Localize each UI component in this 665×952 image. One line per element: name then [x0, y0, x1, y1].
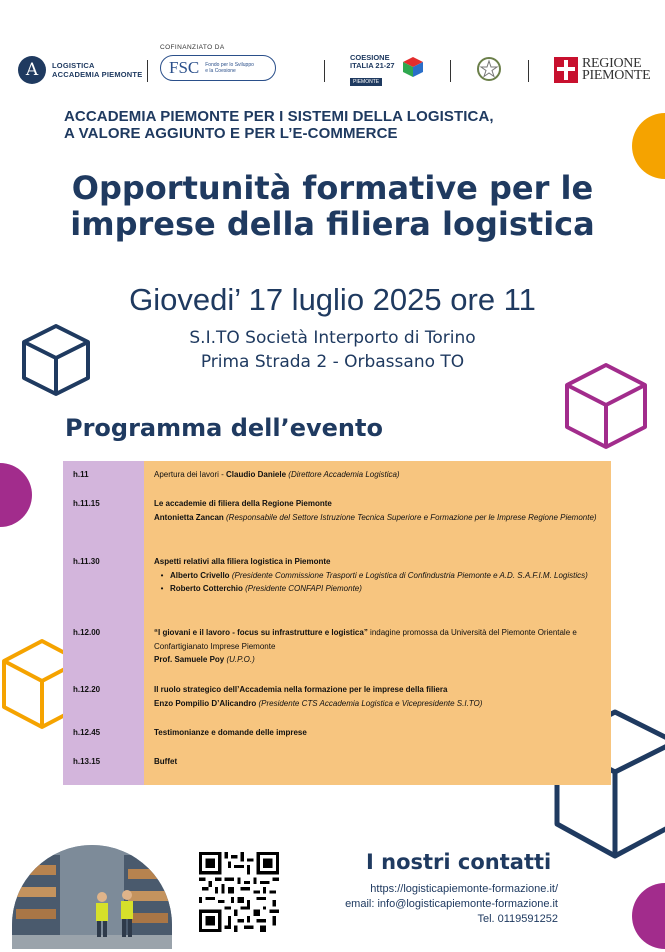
venue-name: S.I.TO Società Interporto di Torino	[189, 328, 476, 348]
program-desc	[154, 626, 602, 667]
program-role: (Presidente CONFAPI Piemonte)	[245, 584, 362, 593]
regione-line2: PIEMONTE	[582, 68, 651, 83]
program-session-title: Aspetti relativi alla filiera logistica in Piemonte	[154, 557, 331, 566]
regione-shield-icon	[554, 57, 578, 83]
page-title-line2: imprese della filiera logistica	[70, 205, 595, 243]
program-bullet: • Alberto Crivello (Presidente Commissione Trasporti e Logistica di Confindustria Piemonte e A.D. S.A.F.I.M. Logistics)	[160, 570, 588, 580]
program-time: h.12.00	[73, 628, 101, 637]
accademia-logo-line1: LOGISTICA	[52, 61, 95, 70]
program-text: Apertura dei lavori -	[154, 470, 227, 479]
program-time: h.12.45	[73, 728, 101, 737]
program-desc	[154, 555, 602, 596]
program-time: h.11	[73, 470, 89, 479]
program-bullet: • Roberto Cotterchio (Presidente CONFAPI Piemonte)	[160, 584, 362, 593]
program-speaker: Alberto Crivello	[170, 570, 230, 580]
program-session-title: “I giovani e il lavoro - focus su infrastrutture e logistica”	[154, 628, 368, 637]
program-speaker: Enzo Pompilio D’Alicandro	[154, 698, 257, 708]
program-time: h.13.15	[73, 757, 101, 766]
academy-title	[64, 108, 494, 142]
program-time: h.11.30	[73, 557, 100, 566]
accademia-a-icon: A	[18, 56, 46, 84]
program-desc	[154, 468, 602, 482]
fsc-subtitle-line2: e la Coesione	[205, 68, 236, 74]
cofinanziato-label: COFINANZIATO DA	[160, 44, 225, 51]
program-text: indagine promossa da Università del Piemonte Orientale e Confartigianato Imprese Piemonte	[154, 628, 577, 651]
italian-republic-emblem-icon	[476, 56, 502, 82]
coesione-cube-icon	[402, 56, 424, 78]
program-speaker: Roberto Cotterchio	[170, 584, 243, 593]
phone-number[interactable]: Tel. 0119591252	[477, 913, 558, 925]
accademia-logo-line2: ACCADEMIA PIEMONTE	[52, 70, 143, 79]
coesione-piemonte-tag: PIEMONTE	[350, 78, 382, 86]
logo-bar	[18, 44, 651, 94]
regione-piemonte-logo	[554, 57, 650, 83]
program-speaker: Antonietta Zancan	[154, 512, 224, 522]
program-session-title: Testimonianze e domande delle imprese	[154, 728, 307, 737]
magenta-cube-right	[563, 361, 649, 451]
page-title-line1: Opportunità formative per le	[71, 169, 594, 207]
contacts-title: I nostri contatti	[366, 850, 552, 874]
program-role: (Presidente CTS Accademia Logistica e Vicepresidente S.I.TO)	[258, 698, 483, 708]
program-title: Programma dell’evento	[65, 414, 383, 442]
program-session-title: Le accademie di filiera della Regione Piemonte	[154, 499, 332, 508]
program-role: (Presidente Commissione Trasporti e Logistica di Confindustria Piemonte e A.D. S.A.F.I.M. Logistics)	[231, 570, 588, 580]
program-role: (Responsabile del Settore Istruzione Tecnica Superiore e Formazione per le Imprese Regione Piemonte)	[226, 512, 597, 522]
program-speaker: Claudio Daniele	[226, 470, 287, 479]
program-time: h.11.15	[73, 499, 100, 508]
academy-title-line2: A VALORE AGGIUNTO E PER L’E-COMMERCE	[64, 125, 398, 142]
coesione-logo	[350, 54, 395, 88]
coesione-line2: ITALIA 21-27	[350, 61, 395, 70]
program-desc	[154, 683, 602, 710]
fsc-mark: FSC	[169, 58, 200, 77]
fsc-logo	[160, 44, 276, 81]
program-session-title: Buffet	[154, 757, 178, 766]
program-table	[63, 461, 611, 785]
program-role: (Direttore Accademia Logistica)	[288, 470, 400, 479]
program-time: h.12.20	[73, 685, 101, 694]
magenta-semicircle-left	[0, 462, 32, 528]
program-desc	[154, 497, 602, 524]
logo-divider	[450, 60, 451, 82]
academy-title-line1: ACCADEMIA PIEMONTE PER I SISTEMI DELLA LOGISTICA,	[64, 108, 494, 125]
accademia-logo	[18, 56, 142, 84]
program-role: (U.P.O.)	[226, 655, 255, 664]
program-speaker: Prof. Samuele Poy	[154, 655, 225, 664]
logo-divider	[528, 60, 529, 82]
coesione-line1: COESIONE	[350, 53, 390, 62]
regione-line1: REGIONE	[582, 56, 642, 71]
event-date: Giovedi’ 17 luglio 2025 ore 11	[129, 282, 536, 317]
logo-divider	[147, 60, 148, 82]
fsc-subtitle-line1: Fondo per lo Sviluppo	[205, 62, 254, 68]
magenta-semicircle-bottom-right	[631, 883, 665, 949]
email-link[interactable]: email: info@logisticapiemonte-formazione.it	[345, 898, 558, 910]
page-title	[0, 170, 665, 242]
venue-address: Prima Strada 2 - Orbassano TO	[200, 352, 465, 372]
program-session-title: Il ruolo strategico dell’Accademia nella formazione per le imprese della filiera	[154, 685, 448, 694]
website-link[interactable]: https://logisticapiemonte-formazione.it/	[370, 883, 558, 895]
warehouse-photo	[12, 845, 172, 949]
logo-divider	[324, 60, 325, 82]
